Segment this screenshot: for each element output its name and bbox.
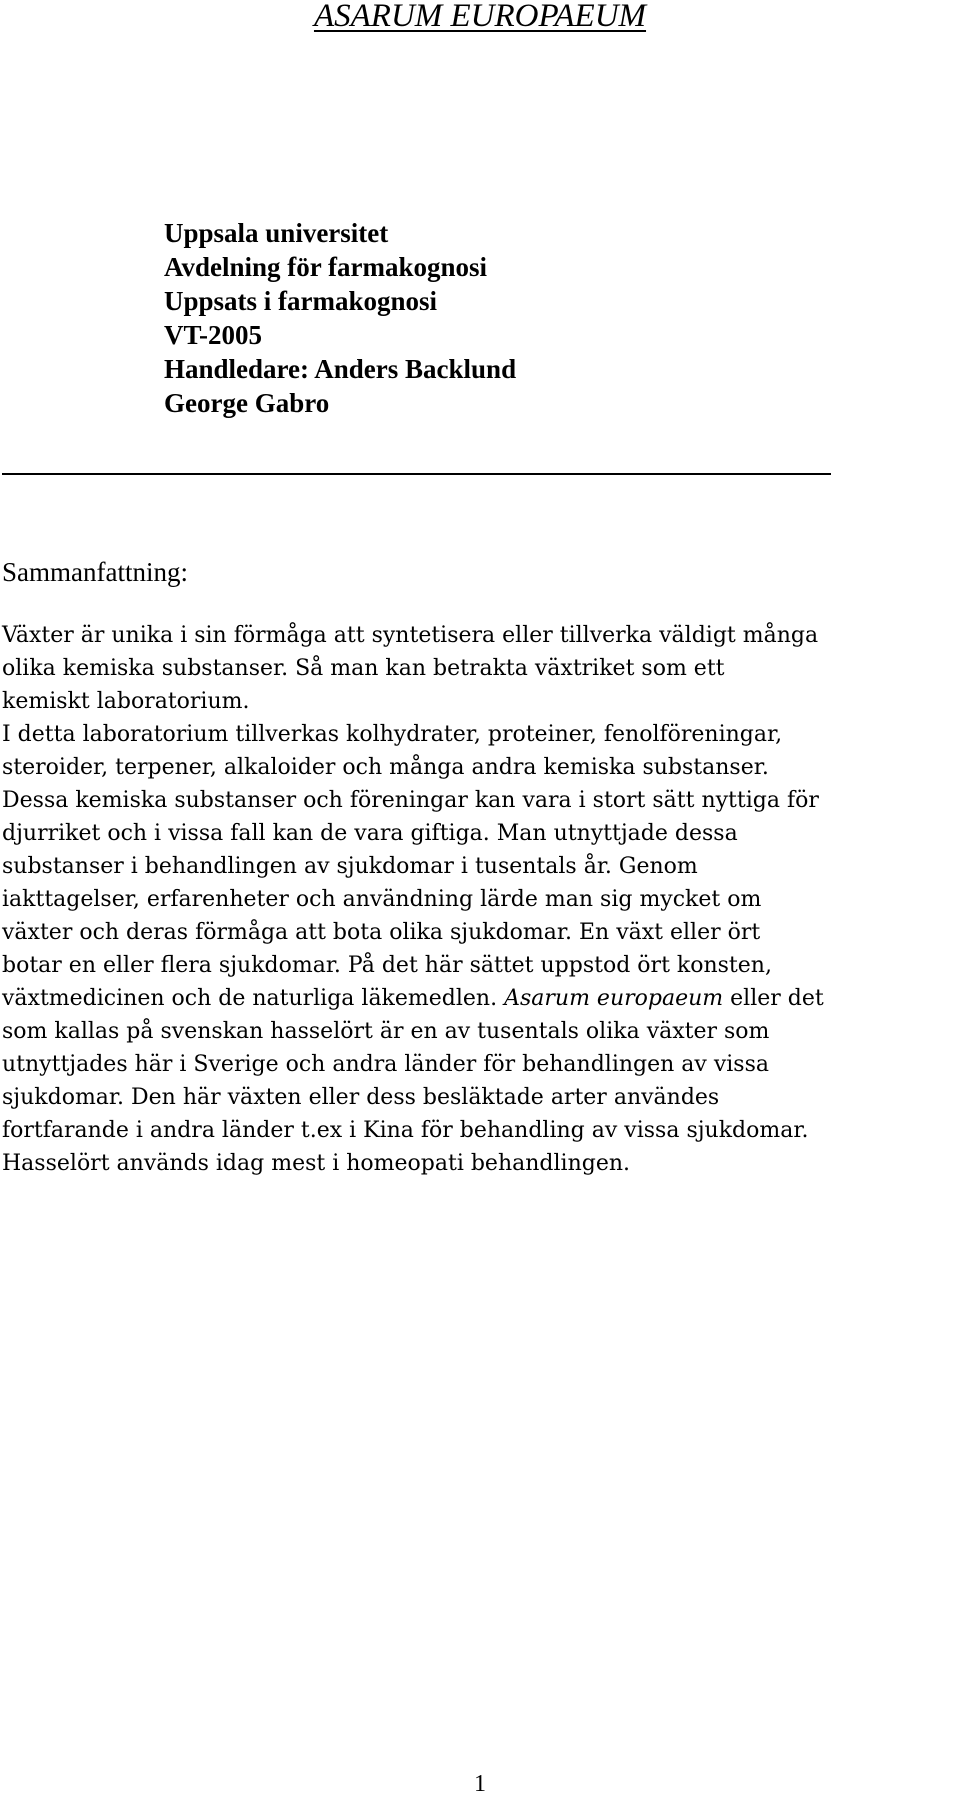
page-number: 1 [474, 1771, 486, 1797]
summary-line: olika kemiska substanser. Så man kan betrakta växtriket som ett [2, 656, 725, 681]
author-info-block [164, 216, 516, 420]
summary-line: som kallas på svenskan hasselört är en av tusentals olika växter som [2, 1019, 770, 1044]
document-title: ASARUM EUROPAEUM [313, 0, 647, 34]
info-line-author: George Gabro [164, 388, 330, 418]
info-line-term: VT-2005 [164, 320, 263, 350]
summary-line: utnyttjades här i Sverige och andra länder för behandlingen av vissa [2, 1052, 770, 1077]
horizontal-divider [2, 473, 831, 475]
summary-line: botar en eller flera sjukdomar. På det här sättet uppstod ört konsten, [2, 953, 772, 978]
info-line-department: Avdelning för farmakognosi [164, 252, 488, 282]
info-line-university: Uppsala universitet [164, 218, 389, 248]
summary-body [2, 619, 958, 1180]
summary-line: iakttagelser, erfarenheter och användning lärde man sig mycket om [2, 887, 762, 912]
summary-line: steroider, terpener, alkaloider och många andra kemiska substanser. [2, 755, 769, 780]
info-line-thesis: Uppsats i farmakognosi [164, 286, 438, 316]
summary-line: substanser i behandlingen av sjukdomar i tusentals år. Genom [2, 854, 698, 879]
species-name-italic: Asarum europaeum [504, 986, 724, 1011]
info-line-supervisor: Handledare: Anders Backlund [164, 354, 517, 384]
summary-line: I detta laboratorium tillverkas kolhydrater, proteiner, fenolföreningar, [2, 722, 783, 747]
summary-line: sjukdomar. Den här växten eller dess besläktade arter användes [2, 1085, 720, 1110]
summary-heading: Sammanfattning: [2, 557, 188, 587]
summary-line: växtmedicinen och de naturliga läkemedlen. Asarum europaeum eller det [2, 986, 824, 1011]
summary-line: djurriket och i vissa fall kan de vara giftiga. Man utnyttjade dessa [2, 821, 738, 846]
summary-line: Dessa kemiska substanser och föreningar kan vara i stort sätt nyttiga för [2, 788, 819, 813]
summary-line: Växter är unika i sin förmåga att syntetisera eller tillverka väldigt många [2, 623, 819, 648]
summary-line: kemiskt laboratorium. [2, 689, 250, 714]
summary-line: växter och deras förmåga att bota olika sjukdomar. En växt eller ört [2, 920, 761, 945]
summary-line: fortfarande i andra länder t.ex i Kina för behandling av vissa sjukdomar. [2, 1118, 809, 1143]
summary-line: Hasselört används idag mest i homeopati behandlingen. [2, 1151, 630, 1176]
